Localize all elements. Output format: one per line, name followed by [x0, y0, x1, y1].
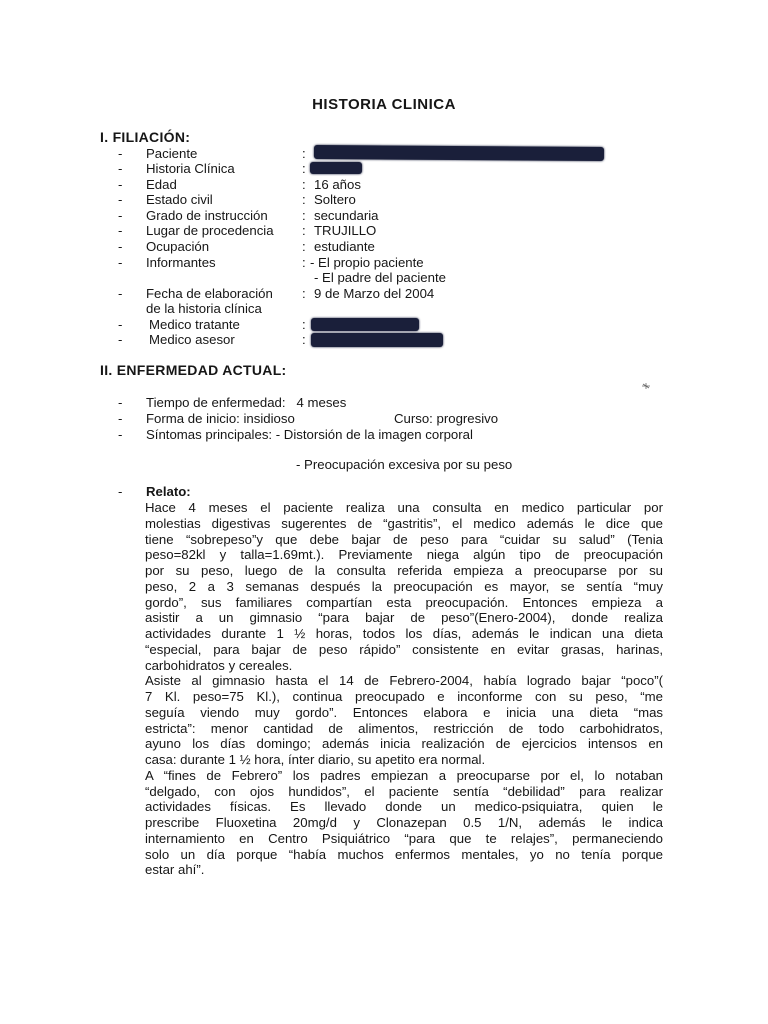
field-value: - El padre del paciente — [314, 270, 446, 285]
relato-line: internamiento en Centro Psiquiátrico “para que te relajes”, permaneciendo — [145, 830, 663, 846]
relato-heading: Relato: — [146, 484, 191, 499]
field-grado-instruccion: - Grado de instrucción : secundaria — [118, 208, 379, 223]
relato-line: asistir a un gimnasio “para bajar de peso”(Enero-2004), donde realiza — [145, 610, 663, 626]
field-value: 16 años — [314, 177, 361, 192]
relato-line: seguía viendo muy gordo”. Entonces elabora e inicia una dieta “mas — [145, 704, 663, 720]
relato-line: peso, 2 a 3 semanas después la preocupación es mayor, se sentía “muy — [145, 578, 663, 594]
relato-line: A “fines de Febrero” los padres empiezan a preocuparse por el, lo notaban — [145, 767, 663, 783]
relato-line: actividades durante 1 ½ horas, todos los días, además le indican una dieta — [145, 626, 663, 641]
relato-line: 7 Kl. peso=75 Kl.), continua preocupado e inconforme con su peso, “me — [145, 689, 663, 704]
redaction-paciente — [314, 145, 604, 161]
sintoma-secundario — [118, 457, 678, 473]
field-informantes-2 — [118, 270, 678, 286]
redaction-medico-tratante — [311, 318, 419, 331]
relato-line: prescribe Fluoxetina 20mg/d y Clonazepan 0.5 1/N, además le indica — [145, 815, 663, 830]
field-label: Historia Clínica — [146, 161, 235, 176]
field-informantes: - Informantes : - El propio paciente — [118, 255, 424, 270]
field-ocupacion: - Ocupación : estudiante — [118, 239, 375, 254]
field-fecha-elaboracion: - Fecha de elaboración : 9 de Marzo del 2004 — [118, 286, 435, 301]
field-lugar-procedencia: - Lugar de procedencia : TRUJILLO — [118, 223, 377, 238]
field-label: de la historia clínica — [146, 301, 262, 316]
sintomas-principales: - Síntomas principales: - Distorsión de la imagen corporal — [118, 427, 473, 442]
scan-speck-icon — [641, 382, 651, 390]
field-label: Lugar de procedencia — [146, 223, 274, 238]
relato-line: casa: durante 1 ½ hora, ínter diario, su apetito era normal. — [145, 752, 486, 767]
field-value: secundaria — [314, 208, 379, 223]
section-filiacion-heading: I. FILIACIÓN: — [100, 129, 191, 145]
relato-line: ayuno los días domingo; además inicia realización de ejercicios intensos en — [145, 736, 663, 752]
tiempo-enfermedad: - Tiempo de enfermedad: 4 meses — [118, 395, 347, 410]
field-label: Informantes — [146, 255, 216, 270]
field-paciente: - Paciente : — [118, 146, 306, 161]
forma-text: Forma de inicio: insidioso — [146, 411, 295, 426]
sintoma2-text: - Preocupación excesiva por su peso — [296, 457, 513, 472]
section-enfermedad-heading: II. ENFERMEDAD ACTUAL: — [100, 362, 287, 378]
relato-line: solo un día porque “había muchos enfermos mentales, yo no tenía porque — [145, 846, 663, 862]
curso-text: Curso: progresivo — [394, 411, 499, 426]
relato-line: gordo”, sus familiares compartían esta preocupación. Entonces empieza a — [145, 594, 663, 610]
field-label: Estado civil — [146, 192, 213, 207]
field-value: TRUJILLO — [314, 223, 377, 238]
relato-line: molestias digestivas sugerentes de “gastritis”, el medico además le dice que — [145, 515, 663, 531]
relato-line: actividades físicas. Es llevado donde un medico-psiquiatra, quien le — [145, 799, 663, 815]
field-medico-asesor: - Medico asesor : — [118, 332, 306, 347]
field-label: Edad — [146, 177, 177, 192]
field-fecha-elaboracion-2 — [118, 301, 678, 317]
field-value: estudiante — [314, 239, 375, 254]
relato-line: tiene “sobrepeso”y que debe bajar de peso para “cuidar su salud” (Tenia — [145, 531, 663, 547]
sintomas-text: Síntomas principales: - Distorsión de la imagen corporal — [146, 427, 473, 442]
relato-line: por su peso, luego de la consulta referida empieza a preocuparse por su — [145, 563, 663, 578]
field-label: Medico tratante — [149, 317, 240, 332]
redaction-medico-asesor — [311, 333, 443, 347]
field-value: Soltero — [314, 192, 356, 207]
forma-inicio: - Forma de inicio: insidioso Curso: progresivo — [118, 411, 499, 426]
relato-line: Asiste al gimnasio hasta el 14 de Febrero-2004, había logrado bajar “poco”( — [145, 673, 663, 689]
field-edad: - Edad : 16 años — [118, 177, 361, 192]
tiempo-text: Tiempo de enfermedad: 4 meses — [146, 395, 347, 410]
relato-line: peso=82kl y talla=1.69mt.). Previamente niega algún tipo de preocupación — [145, 547, 663, 563]
document-title: HISTORIA CLINICA — [312, 96, 456, 113]
relato-line: “especial, para bajar de peso rápido” consistente en evitar grasas, harinas, — [145, 641, 663, 657]
field-historia-clinica: - Historia Clínica : — [118, 161, 306, 176]
field-label: Ocupación — [146, 239, 210, 254]
field-medico-tratante: - Medico tratante : — [118, 317, 306, 332]
redaction-historia-clinica — [310, 162, 362, 174]
relato-line: Hace 4 meses el paciente realiza una consulta en medico particular por — [145, 500, 663, 515]
field-value: 9 de Marzo del 2004 — [314, 286, 435, 301]
field-value: - El propio paciente — [310, 255, 424, 270]
relato-line: estar ahí”. — [145, 862, 205, 878]
relato-line: carbohidratos y cereales. — [145, 657, 293, 673]
field-label: Medico asesor — [149, 332, 235, 347]
field-label: Grado de instrucción — [146, 208, 268, 223]
field-label: Paciente — [146, 146, 198, 161]
field-estado-civil: - Estado civil : Soltero — [118, 192, 356, 207]
field-label: Fecha de elaboración — [146, 286, 273, 301]
relato-line: estricta”: menor cantidad de alimentos, restricción de todo carbohidratos, — [145, 720, 663, 736]
relato-line: “delgado, con ojos hundidos”, el paciente sentía “debilidad” para realizar — [145, 783, 663, 799]
relato-heading-row: - Relato: — [118, 484, 191, 499]
